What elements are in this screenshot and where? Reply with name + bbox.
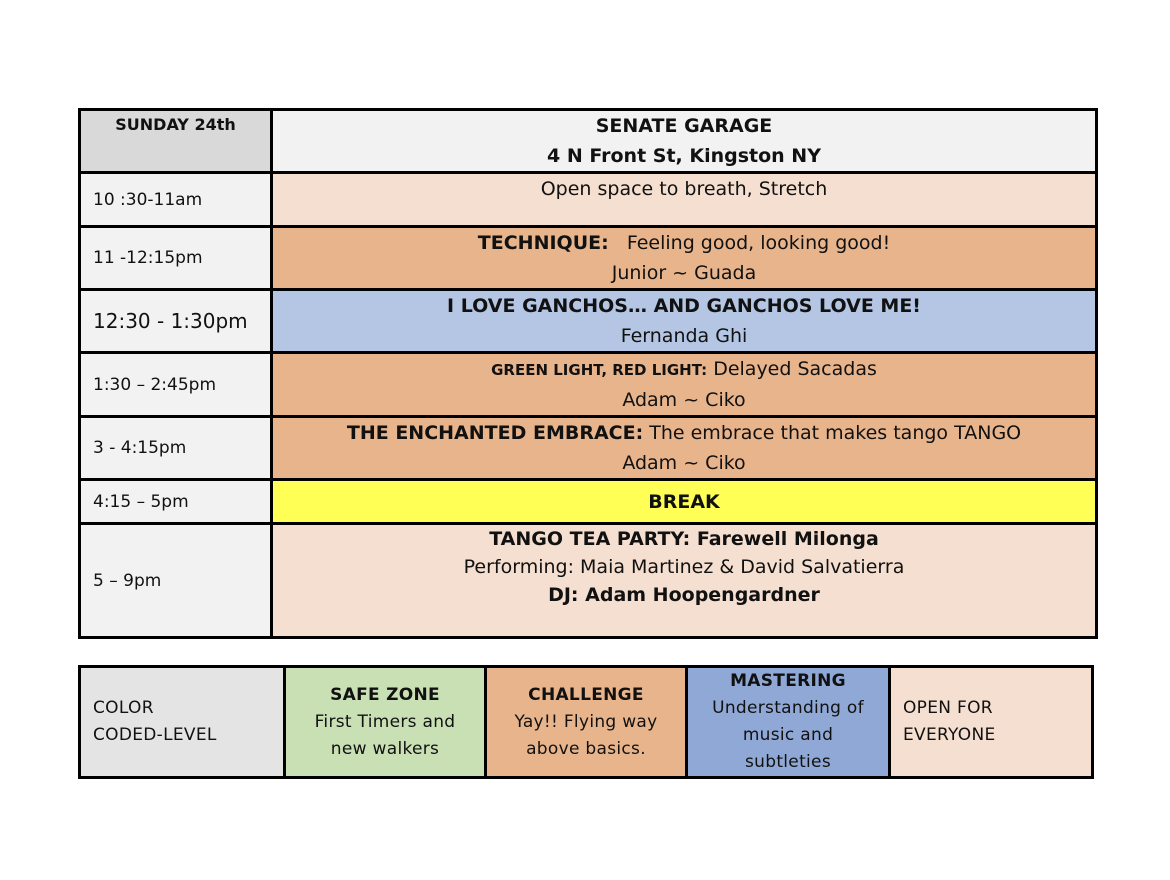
session-subtitle: The embrace that makes tango TANGO xyxy=(643,422,1022,444)
schedule-row xyxy=(80,417,1097,480)
legend-challenge-title: CHALLENGE xyxy=(528,684,644,705)
legend-challenge-line: Yay!! Flying way xyxy=(514,711,658,732)
session-cell xyxy=(272,417,1097,480)
break-label: BREAK xyxy=(648,490,720,513)
legend-table xyxy=(78,665,1094,779)
day-label: SUNDAY 24th xyxy=(115,115,236,134)
session-teachers: Adam ~ Ciko xyxy=(622,389,746,411)
session-title-line xyxy=(273,354,1095,385)
session-cell xyxy=(272,353,1097,417)
legend-safe-title: SAFE ZONE xyxy=(330,684,440,705)
time-label: 5 – 9pm xyxy=(93,570,162,591)
legend-safe-line: First Timers and xyxy=(314,711,456,732)
session-title: TECHNIQUE: xyxy=(477,232,609,254)
legend-challenge-line: above basics. xyxy=(526,738,646,759)
session-title-line xyxy=(273,418,1095,448)
legend-open xyxy=(890,667,1093,778)
break-cell xyxy=(272,480,1097,524)
day-cell xyxy=(80,110,272,173)
session-title: I LOVE GANCHOS… AND GANCHOS LOVE ME! xyxy=(447,295,921,317)
session-title: GREEN LIGHT, RED LIGHT: xyxy=(491,361,708,379)
schedule-table xyxy=(78,108,1098,639)
legend-mastering-line: Understanding of xyxy=(712,698,864,718)
session-cell xyxy=(272,524,1097,638)
schedule-header-row xyxy=(80,110,1097,173)
time-cell xyxy=(80,417,272,480)
schedule-row xyxy=(80,524,1097,638)
venue-cell xyxy=(272,110,1097,173)
time-cell xyxy=(80,524,272,638)
legend-open-line: OPEN FOR xyxy=(903,698,993,718)
legend-open-line: EVERYONE xyxy=(903,725,996,745)
schedule-row xyxy=(80,173,1097,227)
session-line: Open space to breath, Stretch xyxy=(540,178,828,200)
time-label: 1:30 – 2:45pm xyxy=(93,374,217,395)
schedule-row xyxy=(80,227,1097,290)
legend-mastering xyxy=(687,667,890,778)
time-label: 11 -12:15pm xyxy=(93,248,203,268)
time-label: 3 - 4:15pm xyxy=(93,438,187,458)
schedule-row xyxy=(80,290,1097,353)
session-subtitle: Delayed Sacadas xyxy=(707,358,877,380)
legend-label-line: COLOR xyxy=(93,698,154,718)
legend-mastering-title: MASTERING xyxy=(730,671,846,691)
session-teachers: Fernanda Ghi xyxy=(620,325,748,347)
legend-safe-zone xyxy=(285,667,486,778)
legend-label-cell xyxy=(80,667,285,778)
legend-label-line: CODED-LEVEL xyxy=(93,725,217,745)
legend-safe-line: new walkers xyxy=(330,738,440,759)
venue-name: SENATE GARAGE xyxy=(595,115,773,137)
legend-row xyxy=(80,667,1093,778)
time-cell xyxy=(80,227,272,290)
session-cell xyxy=(272,290,1097,353)
session-dj: DJ: Adam Hoopengardner xyxy=(548,584,820,606)
venue-address: 4 N Front St, Kingston NY xyxy=(547,145,821,167)
time-label: 10 :30-11am xyxy=(93,189,203,210)
session-title-line xyxy=(273,228,1095,258)
schedule-row xyxy=(80,480,1097,524)
session-cell xyxy=(272,227,1097,290)
legend-challenge xyxy=(486,667,687,778)
session-performers: Performing: Maia Martinez & David Salvatierra xyxy=(463,556,905,578)
schedule-row xyxy=(80,353,1097,417)
time-label: 4:15 – 5pm xyxy=(93,491,189,512)
time-cell xyxy=(80,480,272,524)
legend-mastering-line: music and xyxy=(742,725,834,745)
time-cell xyxy=(80,173,272,227)
session-title: TANGO TEA PARTY: Farewell Milonga xyxy=(489,528,879,550)
session-subtitle: Feeling good, looking good! xyxy=(608,232,891,254)
session-teachers: Junior ~ Guada xyxy=(611,262,757,284)
legend-mastering-line: subtleties xyxy=(745,752,831,772)
session-cell xyxy=(272,173,1097,227)
time-label: 12:30 - 1:30pm xyxy=(93,309,248,333)
time-cell xyxy=(80,290,272,353)
session-title: THE ENCHANTED EMBRACE: xyxy=(346,422,644,444)
session-teachers: Adam ~ Ciko xyxy=(622,452,746,474)
time-cell xyxy=(80,353,272,417)
